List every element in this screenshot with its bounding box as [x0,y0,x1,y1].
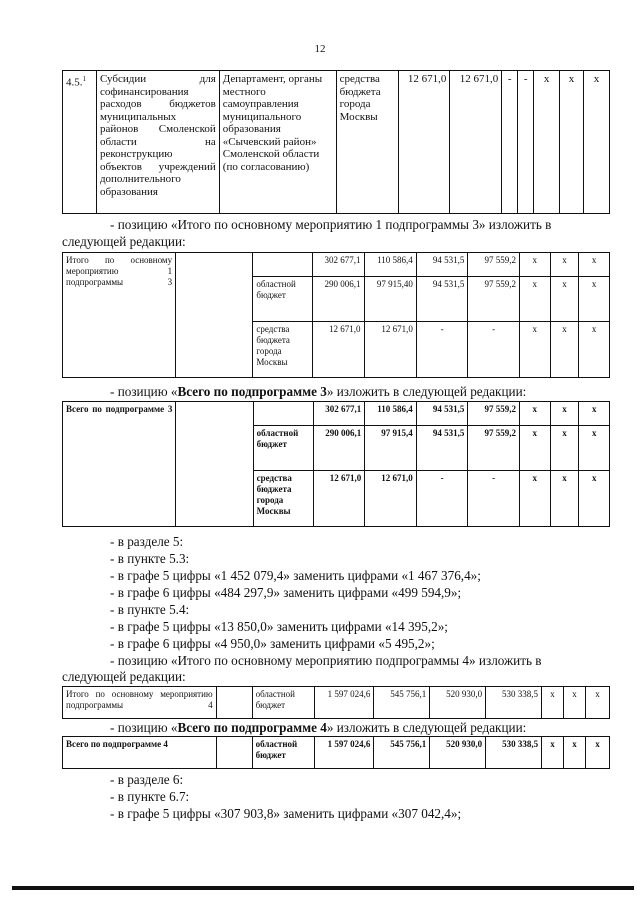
item-number: 4.5.$^1$ [63,71,97,214]
cell-value: 545 756,1 [374,687,430,719]
cell-value: x [560,71,584,214]
empty-cell [176,402,253,527]
instruction-line: следующей редакции: [62,669,186,684]
empty-cell [216,737,252,769]
cell-value: x [579,471,610,527]
cell-value: - [416,322,468,378]
cell-value: x [564,687,586,719]
instruction-line: - в графе 6 цифры «4 950,0» заменить цифрами «5 495,2»; [110,636,435,651]
empty-cell [216,687,252,719]
cell-value: x [585,687,609,719]
cell-value: x [579,426,610,471]
table-item-4-5 [62,70,610,214]
cell-value: 12 671,0 [364,322,416,378]
cell-value: 97 559,2 [468,426,520,471]
cell-value: 12 671,0 [313,471,365,527]
cell-value: x [519,402,550,426]
row-name: Всего по подпрограмме 4 [63,737,217,769]
row-name: Итого по основному мероприятию подпрограммы 4 [63,687,217,719]
table-total-subprogram-3 [62,401,610,527]
cell-source [253,402,313,426]
cell-source [253,253,313,277]
cell-value: 1 597 024,6 [314,687,374,719]
cell-source: областной бюджет [252,737,314,769]
instruction-line: - в графе 5 цифры «307 903,8» заменить цифрами «307 042,4»; [110,806,462,821]
cell-value: 94 531,5 [416,277,468,322]
cell-value: x [579,402,610,426]
instruction-line: - позицию «Итого по основному мероприятию 1 подпрограммы 3» изложить в [110,217,552,232]
instruction-line: - в разделе 6: [110,772,184,787]
cell-value: 110 586,4 [364,253,416,277]
cell-value: 530 338,5 [486,687,542,719]
cell-value: x [542,687,564,719]
instruction-line: - позицию «Итого по основному мероприятию подпрограммы 4» изложить в [110,653,542,668]
cell-value: - [416,471,468,527]
cell-value: x [542,737,564,769]
cell-value: x [583,71,609,214]
cell-value: 520 930,0 [430,687,486,719]
bottom-border-line [12,886,634,890]
cell-value: 302 677,1 [312,253,364,277]
cell-value: x [550,426,579,471]
table-total-measure-subprogram-4 [62,686,610,719]
cell-value: x [519,322,550,378]
item-name: Субсидии для софинансирования расходов бюджетов муниципальных районов Смоленской области на реконструкцию объектов учреждений дополнительного образования [96,71,219,214]
cell-source: областной бюджет [253,277,313,322]
instruction-line: - в графе 5 цифры «1 452 079,4» заменить цифрами «1 467 376,4»; [110,568,481,583]
cell-value: x [550,471,579,527]
cell-value: x [564,737,586,769]
cell-value: x [519,471,550,527]
cell-value: x [579,322,610,378]
cell-source: областной бюджет [252,687,314,719]
instruction-line: следующей редакции: [62,234,186,249]
cell-value: 12 671,0 [450,71,502,214]
cell-value: 97 915,40 [364,277,416,322]
cell-value: 545 756,1 [374,737,430,769]
cell-value: x [550,277,579,322]
cell-value: 97 559,2 [468,277,520,322]
cell-value: x [550,402,579,426]
cell-value: 94 531,5 [416,253,468,277]
cell-value: 530 338,5 [486,737,542,769]
page-number: 12 [314,43,326,55]
cell-value: 97 559,2 [468,402,520,426]
cell-value: 520 930,0 [430,737,486,769]
cell-value: 97 915,4 [365,426,417,471]
cell-value: 1 597 024,6 [314,737,374,769]
cell-source: областной бюджет [253,426,313,471]
item-executor: Департамент, органы местного самоуправления муниципального образования «Сычевский район» Смоленской области (по согласованию) [219,71,336,214]
item-source: средства бюджета города Москвы [336,71,398,214]
instruction-line: - в графе 5 цифры «13 850,0» заменить цифрами «14 395,2»; [110,619,448,634]
cell-source: средства бюджета города Москвы [253,322,313,378]
instruction-line: - в пункте 6.7: [110,789,190,804]
cell-value: 97 559,2 [468,253,520,277]
cell-value: 12 671,0 [312,322,364,378]
cell-value: x [550,322,579,378]
instruction-line: - позицию «Всего по подпрограмме 3» изложить в следующей редакции: [110,384,527,399]
cell-value: x [534,71,560,214]
cell-value: - [468,322,520,378]
cell-value: 290 006,1 [313,426,365,471]
cell-value: x [519,253,550,277]
cell-value: x [585,737,609,769]
cell-value: - [518,71,534,214]
table-total-measure-1 [62,252,610,378]
cell-value: 302 677,1 [313,402,365,426]
table-total-subprogram-4 [62,736,610,769]
row-name: Всего по подпрограмме 3 [63,402,176,527]
instruction-line: - позицию «Всего по подпрограмме 4» изложить в следующей редакции: [110,720,527,735]
cell-value: - [468,471,520,527]
cell-value: 94 531,5 [416,402,468,426]
row-name: Итого по основному мероприятию 1 подпрограммы 3 [63,253,176,378]
instruction-line: - в разделе 5: [110,534,184,549]
cell-value: - [502,71,518,214]
instruction-line: - в пункте 5.4: [110,602,190,617]
instruction-line: - в пункте 5.3: [110,551,190,566]
cell-value: 94 531,5 [416,426,468,471]
cell-value: x [519,426,550,471]
empty-cell [176,253,253,378]
cell-source: средства бюджета города Москвы [253,471,313,527]
cell-value: x [519,277,550,322]
cell-value: 290 006,1 [312,277,364,322]
cell-value: 12 671,0 [365,471,417,527]
cell-value: x [579,277,610,322]
instruction-line: - в графе 6 цифры «484 297,9» заменить цифрами «499 594,9»; [110,585,462,600]
cell-value: x [550,253,579,277]
cell-value: 12 671,0 [398,71,450,214]
cell-value: x [579,253,610,277]
cell-value: 110 586,4 [365,402,417,426]
